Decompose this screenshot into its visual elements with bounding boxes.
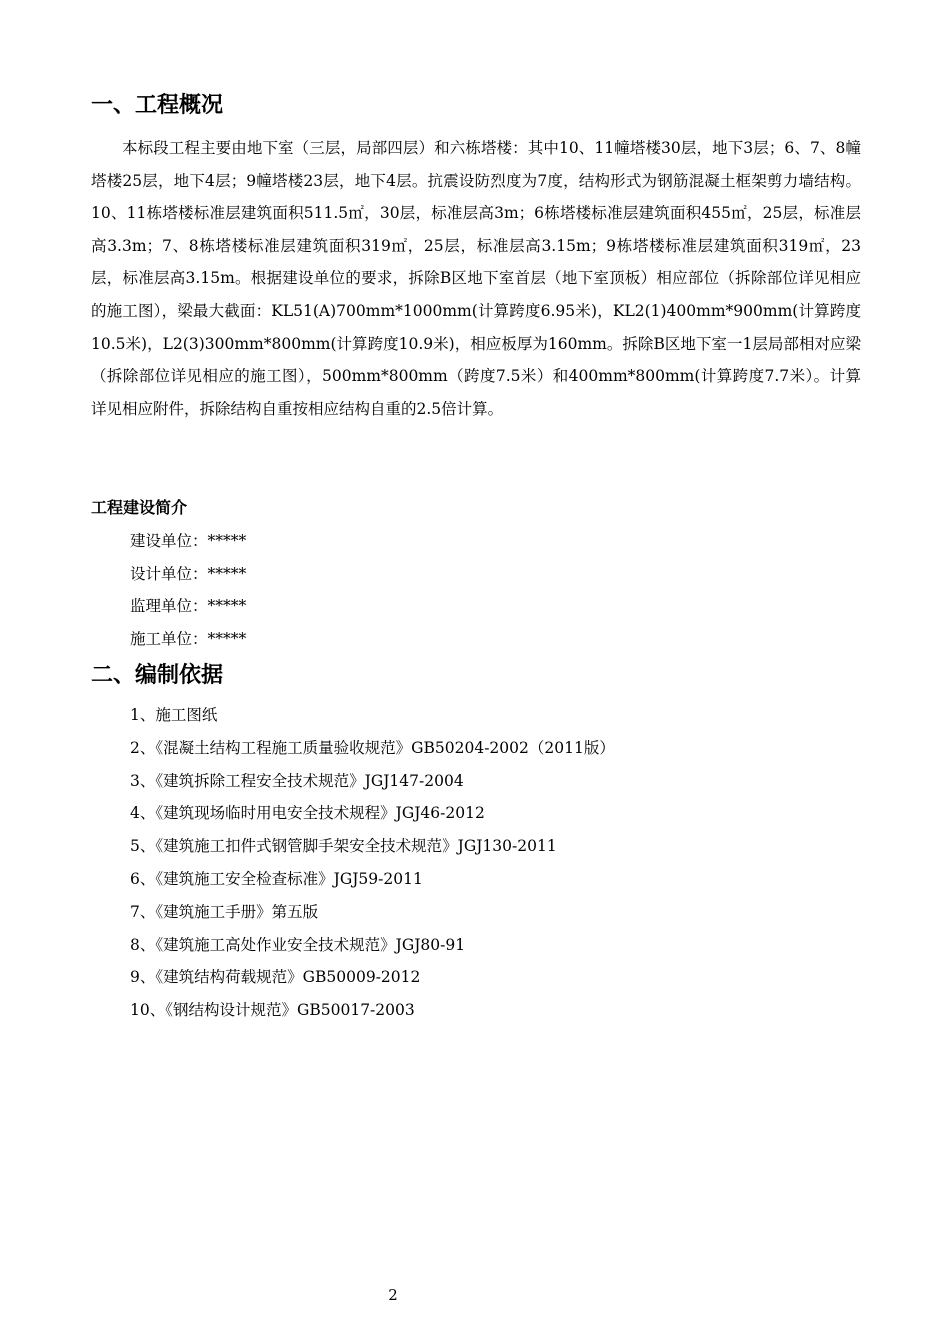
basis-item: 2、《混凝土结构工程施工质量验收规范》GB50204-2002（2011版） (130, 738, 615, 757)
basis-item: 7、《建筑施工手册》第五版 (130, 902, 319, 921)
basis-item: 8、《建筑施工高处作业安全技术规范》JGJ80-91 (130, 935, 466, 954)
unit-contractor: 施工单位：***** (130, 629, 247, 648)
basis-item: 10、《钢结构设计规范》GB50017-2003 (130, 1001, 415, 1020)
basis-item: 4、《建筑现场临时用电安全技术规程》JGJ46-2012 (130, 804, 485, 823)
unit-construction: 建设单位：***** (130, 532, 247, 550)
basis-item: 9、《建筑结构荷载规范》GB50009-2012 (130, 968, 421, 987)
basis-list (130, 699, 615, 1027)
basis-item: 5、《建筑施工扣件式钢管脚手架安全技术规范》JGJ130-2011 (130, 837, 557, 856)
section-heading-overview: 一、工程概况 (91, 93, 224, 118)
unit-supervision: 监理单位：***** (130, 597, 247, 616)
section-heading-basis: 二、编制依据 (91, 663, 224, 688)
unit-design: 设计单位：***** (130, 564, 247, 583)
basis-item: 3、《建筑拆除工程安全技术规范》JGJ147-2004 (130, 771, 464, 790)
subheading-project-intro: 工程建设简介 (91, 498, 188, 517)
overview-paragraph: 本标段工程主要由地下室（三层，局部四层）和六栋塔楼：其中10、11幢塔楼30层，地下3层；6、7、8幢塔楼25层，地下4层；9幢塔楼23层，地下4层。抗震设防烈度为7度，结构形式为钢筋混凝土框架剪力墙结构。10、11栋塔楼标准层建筑面积511.5㎡，30层，标准层高3m；6栋塔楼标准层建筑面积455㎡，25层，标准层高3.3m；7、8栋塔楼标准层建筑面积319㎡，25层，标准层高3.15m；9栋塔楼标准层建筑面积319㎡，23层，标准层高3.15m。根据建设单位的要求，拆除B区地下室首层（地下室顶板）相应部位（拆除部位详见相应的施工图），梁最大截面：KL51(A)700mm*1000mm(计算跨度6.95米)，KL2(1)400mm*900mm(计算跨度10.5米)，L2(3)300mm*800mm(计算跨度10.9米)，相应板厚为160mm。拆除B区地下室一1层局部相对应梁（拆除部位详见相应的施工图），500mm*800mm（跨度7.5米）和400mm*800mm(计算跨度7.7米）。计算详见相应附件，拆除结构自重按相应结构自重的2.5倍计算。 (91, 139, 861, 418)
basis-item: 6、《建筑施工安全检查标准》JGJ59-2011 (130, 869, 423, 888)
basis-item: 1、施工图纸 (130, 706, 218, 724)
project-units-list (130, 525, 246, 655)
page-number: 2 (388, 1286, 398, 1304)
